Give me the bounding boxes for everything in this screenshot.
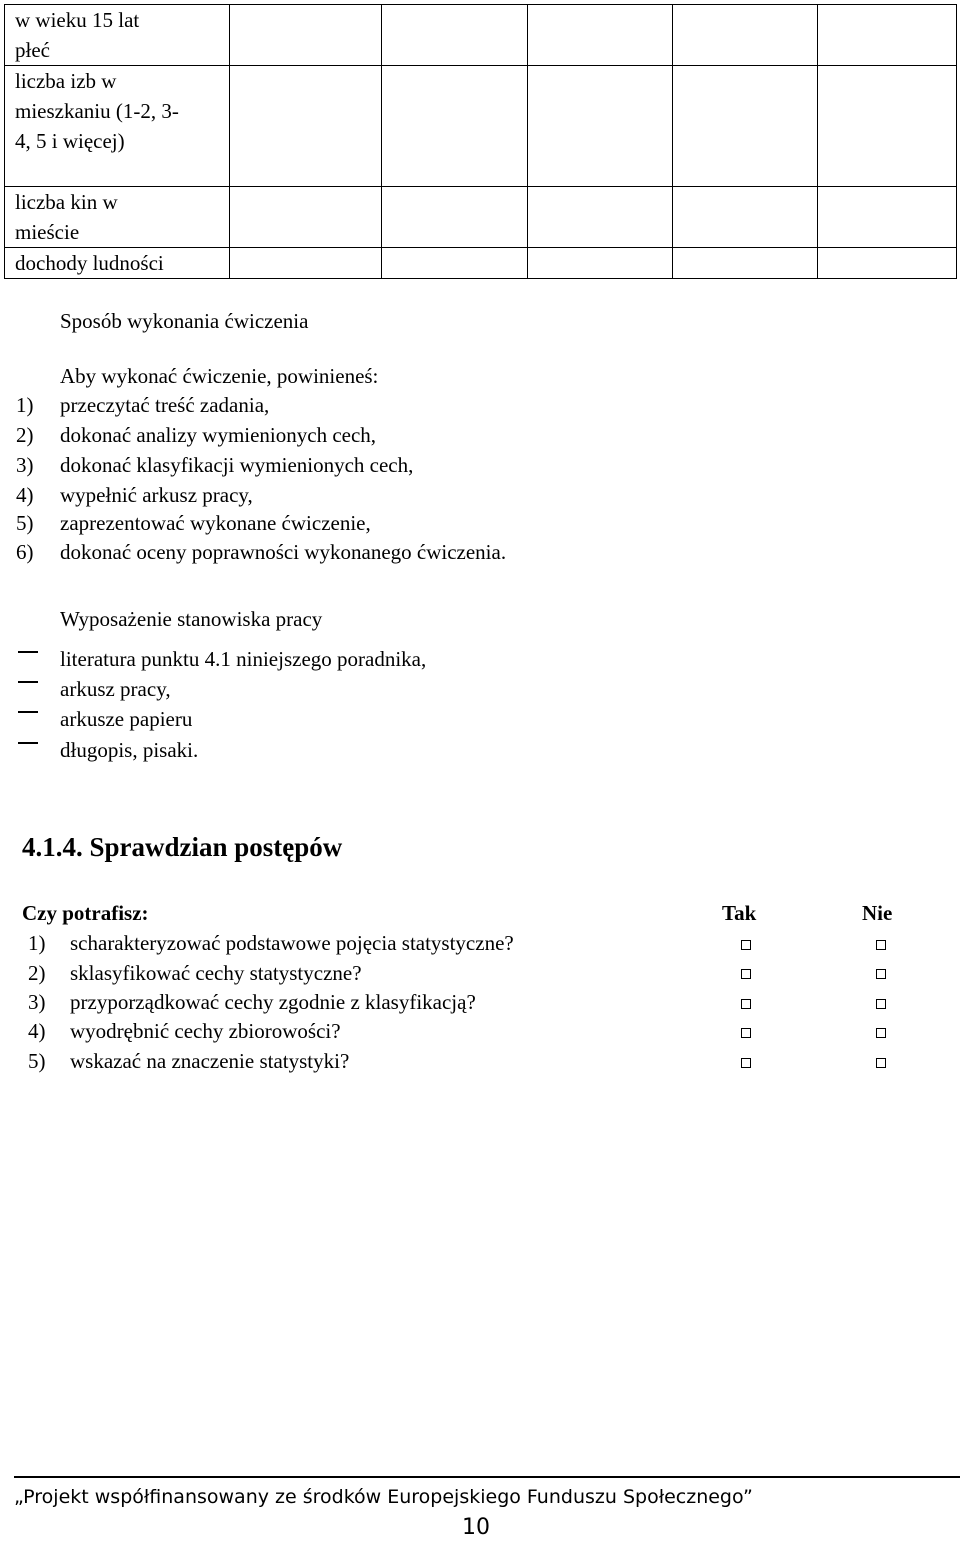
method-intro: Aby wykonać ćwiczenie, powinieneś: bbox=[60, 364, 379, 388]
footer-text: „Projekt współfinansowany ze środków Europejskiego Funduszu Społecznego” bbox=[14, 1486, 753, 1508]
no-checkbox[interactable] bbox=[876, 1028, 886, 1038]
dash-bullet-icon bbox=[18, 681, 38, 683]
step-number: 3) bbox=[16, 453, 34, 477]
dash-bullet-icon bbox=[18, 711, 38, 713]
yes-checkbox[interactable] bbox=[741, 969, 751, 979]
question-header: Czy potrafisz: bbox=[22, 901, 149, 925]
table-cell bbox=[673, 66, 818, 187]
yes-checkbox[interactable] bbox=[741, 1028, 751, 1038]
footer-divider bbox=[14, 1476, 960, 1478]
table-cell bbox=[230, 187, 382, 248]
question-text: sklasyfikować cechy statystyczne? bbox=[70, 961, 362, 985]
table-cell bbox=[818, 187, 957, 248]
table-cell bbox=[382, 187, 528, 248]
question-text: wskazać na znaczenie statystyki? bbox=[70, 1049, 350, 1073]
table-row bbox=[5, 66, 957, 187]
equipment-item: długopis, pisaki. bbox=[60, 738, 199, 762]
table-cell bbox=[230, 248, 382, 279]
equipment-item: arkusze papieru bbox=[60, 707, 193, 731]
equipment-item: literatura punktu 4.1 niniejszego poradnika, bbox=[60, 647, 427, 671]
equipment-item: arkusz pracy, bbox=[60, 677, 171, 701]
table-cell bbox=[673, 248, 818, 279]
table-row bbox=[5, 5, 957, 66]
yes-column-label: Tak bbox=[722, 901, 757, 925]
table-cell bbox=[382, 248, 528, 279]
table-cell bbox=[382, 66, 528, 187]
question-number: 3) bbox=[28, 990, 46, 1014]
table-cell bbox=[818, 5, 957, 66]
step-text: wypełnić arkusz pracy, bbox=[60, 483, 253, 507]
step-number: 5) bbox=[16, 511, 34, 535]
step-number: 2) bbox=[16, 423, 34, 447]
progress-heading: 4.1.4. Sprawdzian postępów bbox=[22, 832, 343, 862]
table-row-label: liczba izb w mieszkaniu (1-2, 3- 4, 5 i więcej) bbox=[5, 66, 230, 187]
table-cell bbox=[230, 66, 382, 187]
yes-checkbox[interactable] bbox=[741, 940, 751, 950]
step-number: 6) bbox=[16, 540, 34, 564]
step-number: 1) bbox=[16, 393, 34, 417]
table-cell bbox=[818, 66, 957, 187]
features-table bbox=[4, 4, 957, 279]
step-text: dokonać klasyfikacji wymienionych cech, bbox=[60, 453, 414, 477]
no-checkbox[interactable] bbox=[876, 940, 886, 950]
method-title: Sposób wykonania ćwiczenia bbox=[60, 309, 309, 333]
yes-checkbox[interactable] bbox=[741, 1058, 751, 1068]
step-text: dokonać analizy wymienionych cech, bbox=[60, 423, 377, 447]
table-row-label: liczba kin w mieście bbox=[5, 187, 230, 248]
question-text: wyodrębnić cechy zbiorowości? bbox=[70, 1019, 341, 1043]
table-cell bbox=[528, 248, 673, 279]
question-number: 4) bbox=[28, 1019, 46, 1043]
question-number: 5) bbox=[28, 1049, 46, 1073]
equipment-title: Wyposażenie stanowiska pracy bbox=[60, 607, 323, 631]
question-text: scharakteryzować podstawowe pojęcia statystyczne? bbox=[70, 931, 514, 955]
step-text: dokonać oceny poprawności wykonanego ćwiczenia. bbox=[60, 540, 507, 564]
question-number: 1) bbox=[28, 931, 46, 955]
table-cell bbox=[528, 66, 673, 187]
table-cell bbox=[528, 5, 673, 66]
step-text: zaprezentować wykonane ćwiczenie, bbox=[60, 511, 371, 535]
no-checkbox[interactable] bbox=[876, 1058, 886, 1068]
table-cell bbox=[673, 5, 818, 66]
no-column-label: Nie bbox=[862, 901, 893, 925]
question-number: 2) bbox=[28, 961, 46, 985]
table-row bbox=[5, 187, 957, 248]
table-cell bbox=[528, 187, 673, 248]
table-cell bbox=[230, 5, 382, 66]
dash-bullet-icon bbox=[18, 742, 38, 744]
no-checkbox[interactable] bbox=[876, 969, 886, 979]
table-row bbox=[5, 248, 957, 279]
yes-checkbox[interactable] bbox=[741, 999, 751, 1009]
page-number: 10 bbox=[462, 1515, 490, 1540]
step-text: przeczytać treść zadania, bbox=[60, 393, 270, 417]
table-cell bbox=[673, 187, 818, 248]
no-checkbox[interactable] bbox=[876, 999, 886, 1009]
table-row-label: dochody ludności bbox=[5, 248, 230, 279]
question-text: przyporządkować cechy zgodnie z klasyfikacją? bbox=[70, 990, 476, 1014]
table-cell bbox=[818, 248, 957, 279]
table-row-label: w wieku 15 lat płeć bbox=[5, 5, 230, 66]
step-number: 4) bbox=[16, 483, 34, 507]
dash-bullet-icon bbox=[18, 651, 38, 653]
table-cell bbox=[382, 5, 528, 66]
